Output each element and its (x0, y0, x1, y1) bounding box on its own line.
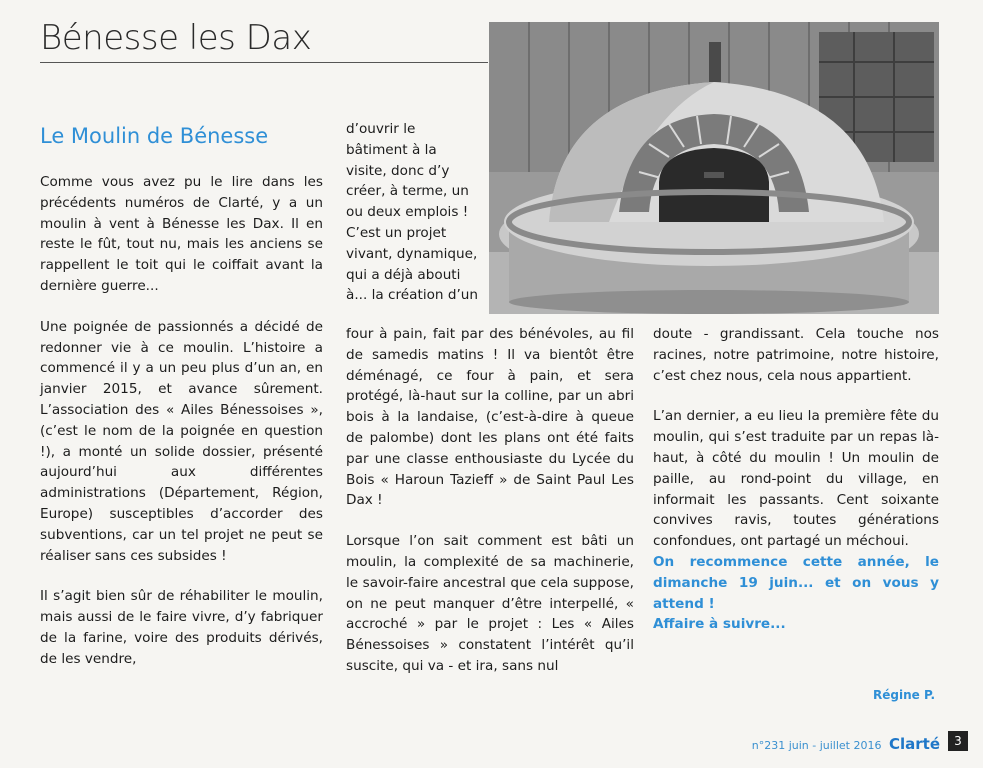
paragraph: doute - grandissant. Cela touche nos racines, notre patrimoine, notre histoire, c’est chez nous, cela nous appartient. (653, 326, 939, 384)
paragraph: L’an dernier, a eu lieu la première fête du moulin, qui s’est traduite par un repas là-haut, à côté du moulin ! Un moulin de paille, au rond-point du village, en informait les passants. Cent soixante convives ravis, toutes générations confondues, ont partagé un méchoui. (653, 408, 939, 550)
article-column-1 (40, 172, 323, 690)
highlight-note-follow: Affaire à suivre... (653, 616, 786, 633)
article-column-2-bottom (346, 324, 634, 697)
article-column-2-top (346, 119, 480, 326)
paragraph: Il s’agit bien sûr de réhabiliter le moulin, mais aussi de le faire vivre, d’y fabriquer de la farine, voire des produits dérivés, de les vendre, (40, 588, 323, 667)
highlight-note: On recommence cette année, le dimanche 19 juin... et on vous y attend ! (653, 553, 939, 612)
page-number: 3 (948, 731, 968, 751)
article-title: Le Moulin de Bénesse (40, 124, 269, 148)
section-title: Bénesse les Dax (40, 18, 312, 58)
paragraph: d’ouvrir le bâtiment à la visite, donc d’y créer, à terme, un ou deux emplois ! C’est un projet vivant, dynamique, qui a déjà abouti à... la création d’un (346, 121, 479, 304)
paragraph: four à pain, fait par des bénévoles, au fil de samedis matins ! Il va bientôt être déménagé, ce four à pain, et sera protégé, là-haut sur la colline, par un abri bois à la landaise, (c’est-à-dire à queue de palombe) dont les plans ont été faits par une classe enthousiaste du Lycée du Bois « Haroun Tazieff » de Saint Paul Les Dax ! (346, 326, 634, 509)
page-footer (752, 735, 940, 753)
paragraph: Une poignée de passionnés a décidé de redonner vie à ce moulin. L’histoire a commencé il y a un peu plus d’un an, en janvier 2015, et avance sûrement. L’association des « Ailes Bénessoises », (c’est le nom de la poignée en question !), a monté un solide dossier, présenté aujourd’hui aux différentes administrations (Département, Région, Europe) susceptibles d’accorder des subventions, car un tel projet ne peut se réaliser sans ces subsides ! (40, 318, 323, 564)
issue-info: n°231 juin - juillet 2016 (751, 739, 882, 752)
paragraph: Lorsque l’on sait comment est bâti un moulin, la complexité de sa machinerie, le savoir-faire ancestral que cela suppose, on ne peut manquer d’être interpellé, « accroché » par le projet : Les « Ailes Bénessoises » constatent l’intérêt qu’il suscite, qui va - et ira, sans nul (346, 533, 634, 674)
magazine-name: Clarté (888, 735, 940, 753)
bread-oven-illustration (489, 22, 939, 314)
section-title-rule (40, 62, 488, 63)
author-signature: Régine P. (873, 688, 936, 702)
bread-oven-photo (489, 22, 939, 314)
article-column-3 (653, 324, 939, 635)
paragraph: Comme vous avez pu le lire dans les précédents numéros de Clarté, y a un moulin à vent à Bénesse les Dax. Il en reste le fût, tout nu, mais les anciens se rappellent le toit qui le coiffait avant la dernière guerre... (40, 174, 323, 294)
